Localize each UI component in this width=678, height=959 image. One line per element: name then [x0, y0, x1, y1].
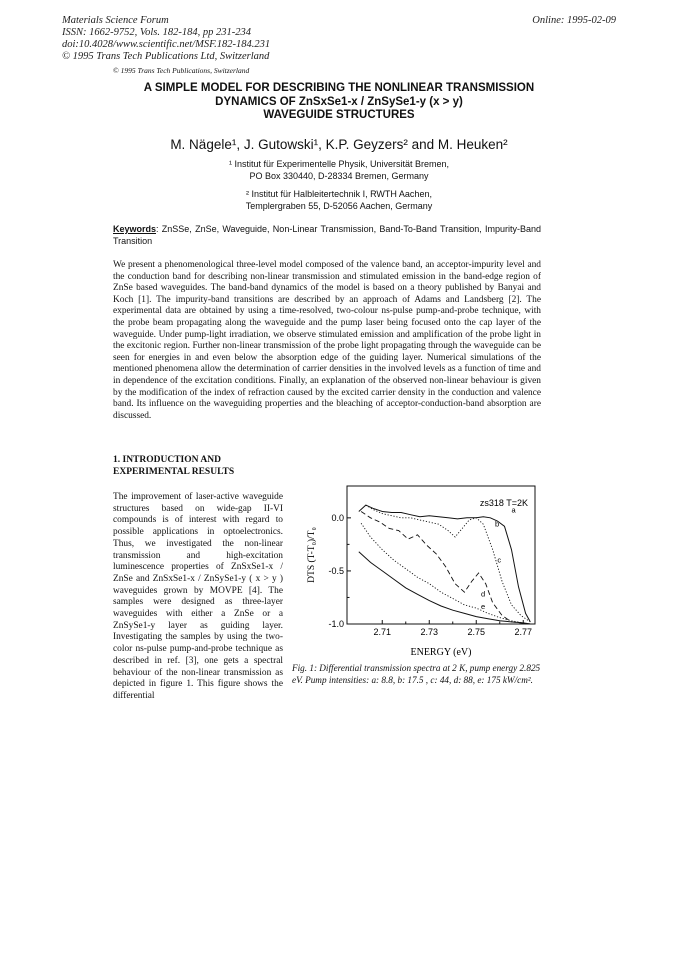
affiliation-1-line-1: ¹ Institut für Experimentelle Physik, Universität Bremen,: [228, 159, 450, 169]
affiliation-1-line-2: PO Box 330440, D-28334 Bremen, Germany: [249, 171, 429, 181]
series-line-b: [366, 505, 531, 622]
body-text: The improvement of laser-active waveguide structures based on wide-gap II-VI compounds is of interest with regard to possible applications in optoelectronics. Thus, we investigated the non-linear transmission and high-excitation luminescence properties of ZnSxSe1-x / ZnSe and ZnSxSe1-x / ZnSySe1-y ( x > y ) waveguides grown by MOVPE [4]. The samples were designed as three-layer waveguides with either a ZnSe or a ZnSySe1-y layer as guiding layer. Investigating the samples by using the two-color ns-pulse pump-and-probe technique as described in ref. [3], one gets a spectral behaviour of the non-linear transmission as depicted in figure 1. This figure shows the differential: [113, 492, 283, 701]
title-line-1: A SIMPLE MODEL FOR DESCRIBING THE NONLINEAR TRANSMISSION: [143, 82, 535, 94]
y-tick-label: -0.5: [328, 565, 344, 576]
title-line-2: DYNAMICS OF ZnSxSe1-x / ZnSySe1-y (x > y): [215, 95, 463, 108]
series-label-b: b: [495, 519, 500, 529]
chart-annotation: zs318 T=2K: [479, 498, 528, 508]
online-date: Online: 1995-02-09: [532, 15, 616, 26]
journal-name: Materials Science Forum: [62, 15, 169, 26]
publisher-copyright: © 1995 Trans Tech Publications, Switzerland: [113, 66, 250, 75]
y-axis-label: DTS (T-T₀)/T₀: [307, 527, 317, 583]
section-heading-line-2: EXPERIMENTAL RESULTS: [113, 466, 235, 477]
figure-caption: Fig. 1: Differential transmission spectra at 2 K, pump energy 2.825 eV. Pump intensities: a: 8.8, b: 17.5 , c: 44, d: 88, e: 175 kW/cm².: [292, 663, 541, 685]
y-tick-label: 0.0: [331, 512, 344, 523]
x-ticks: [373, 620, 532, 637]
section-heading: [113, 455, 283, 478]
x-axis-label: ENERGY (eV): [410, 647, 472, 658]
abstract: We present a phenomenological three-level model composed of the valence band, an acceptor-impurity level and the conduction band for describing non-linear transmission and stimulated emission in the band-edge region of ZnSe based waveguides. The band-band dynamics of the model is based on a theory published by Banyai and Koch [1]. The impurity-band transitions are described by an approach of Adams and Landsberg [2]. The experimental data are obtained by using a time-resolved, two-colour ns-pulse pump-and-probe technique, with the probe beam propagating along the waveguide and the pump laser being focused onto the cap layer of the waveguide. Under pump-light irradiation, we observe stimulated emission and amplification of the probe light in the excitonic region. Further non-linear transmission of the probe light propagating through the waveguide can be seen for energies in and even below the absorption edge of the guiding layer. Numerical simulations of the mentioned phenomena allow the determination of carrier densities in the involved levels as a function of time and in dependence of the excitation conditions. Finally, an explanation of the observed non-linear behaviour is given by the modification of the index of refraction caused by the excited carrier density in the conduction and valence band. Its influence on the waveguiding properties and the bleaching of acceptor-conduction-band absorption are discussed.: [113, 260, 541, 421]
x-tick-label: 2.71: [373, 627, 392, 637]
affiliation-2-line-2: Templergraben 55, D-52056 Aachen, Germany: [245, 201, 433, 211]
series-line-a: [359, 505, 531, 622]
journal-metadata: [62, 15, 270, 63]
copyright-line: © 1995 Trans Tech Publications Ltd, Switzerland: [62, 51, 270, 62]
series-line-e: [359, 552, 531, 624]
y-tick-label: -1.0: [328, 619, 344, 629]
x-tick-label: 2.77: [514, 627, 533, 637]
x-tick-label: 2.75: [467, 627, 486, 637]
series-labels: [481, 506, 517, 612]
keywords-label: Keywords: [113, 224, 157, 234]
keywords: [113, 223, 541, 247]
paper-title: [90, 82, 588, 123]
issn-line: ISSN: 1662-9752, Vols. 182-184, pp 231-234: [62, 27, 251, 38]
series-label-e: e: [480, 602, 486, 612]
affiliation-2-line-1: ² Institut für Halbleitertechnik I, RWTH Aachen,: [246, 189, 432, 199]
doi-line: doi:10.4028/www.scientific.net/MSF.182-184.231: [62, 39, 271, 50]
affiliation-2: [90, 188, 588, 212]
series-label-c: c: [497, 555, 502, 565]
author-list: M. Nägele¹, J. Gutowski¹, K.P. Geyzers² and M. Heuken²: [170, 137, 508, 152]
series-label-d: d: [480, 589, 486, 599]
affiliation-1: [90, 158, 588, 182]
title-line-3: WAVEGUIDE STRUCTURES: [263, 109, 415, 121]
x-tick-label: 2.73: [420, 627, 439, 637]
section-heading-line-1: 1. INTRODUCTION AND: [113, 455, 221, 465]
y-ticks: [328, 513, 351, 629]
figure-1-chart: [292, 480, 542, 662]
series-group: [359, 505, 531, 624]
keywords-text: : ZnSSe, ZnSe, Waveguide, Non-Linear Transmission, Band-To-Band Transition, Impurity-Band Transition: [113, 224, 541, 246]
series-label-a: a: [511, 505, 516, 515]
